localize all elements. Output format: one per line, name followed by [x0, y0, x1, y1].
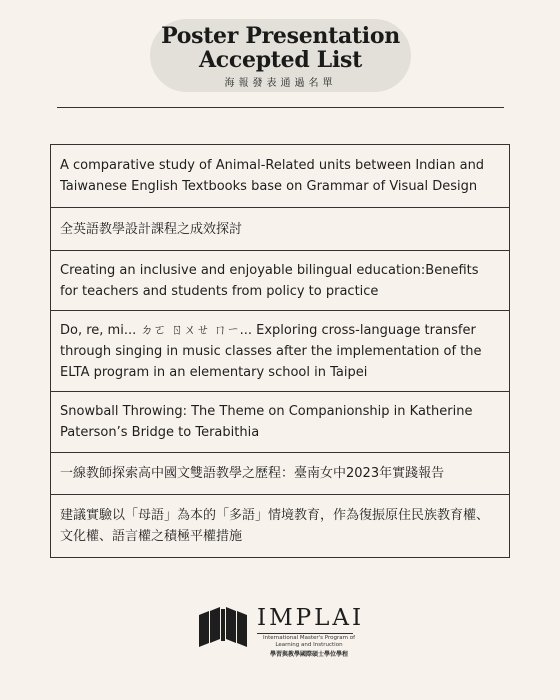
open-book-icon	[195, 605, 251, 649]
logo-divider	[257, 633, 353, 634]
list-item	[51, 494, 509, 557]
logo-name: IMPLAI	[257, 605, 365, 631]
paper-title: Snowball Throwing: The Theme on Companionship in Katherine Paterson’s Bridge to Terabithia	[60, 404, 473, 440]
paper-title: Creating an inclusive and enjoyable bilingual education:Benefits for teachers and students from policy to practice	[60, 262, 479, 299]
logo-english-name: International Master's Program of Learning and Instruction	[262, 635, 355, 648]
accepted-list	[50, 144, 510, 558]
list-item	[51, 391, 509, 452]
list-item	[51, 310, 509, 391]
list-item	[51, 207, 509, 250]
logo-chinese-name: 學習與教學國際碩士學位學程	[269, 651, 348, 658]
paper-title: 一線教師探索高中國文雙語教學之歷程：臺南女中2023年實踐報告	[60, 466, 445, 481]
implai-logo	[195, 605, 365, 660]
page-title-second-line: Accepted List	[199, 47, 362, 73]
page-subtitle: 海報發表通過名單	[224, 78, 337, 89]
list-item	[51, 250, 509, 310]
paper-title: 全英語教學設計課程之成效探討	[60, 221, 243, 237]
title-banner	[150, 19, 411, 92]
paper-title: A comparative study of Animal-Related units between Indian and Taiwanese English Textbooks base on Grammar of Visual Design	[60, 158, 485, 194]
paper-title: 建議實驗以「母語」為本的「多語」情境教育，作為復振原住民族教育權、文化權、語言權之積極平權措施	[60, 508, 490, 544]
list-item	[51, 452, 509, 494]
list-item	[51, 145, 509, 207]
header-divider	[57, 107, 504, 108]
page-title: Poster Presentation	[161, 23, 400, 49]
paper-title: Do, re, mi... ㄉㄛ ㄖㄨㄝ ㄇㄧ... Exploring cross-language transfer through singing in music classes after the implementation of the ELTA program in an elementary school in Taipei	[60, 322, 482, 380]
